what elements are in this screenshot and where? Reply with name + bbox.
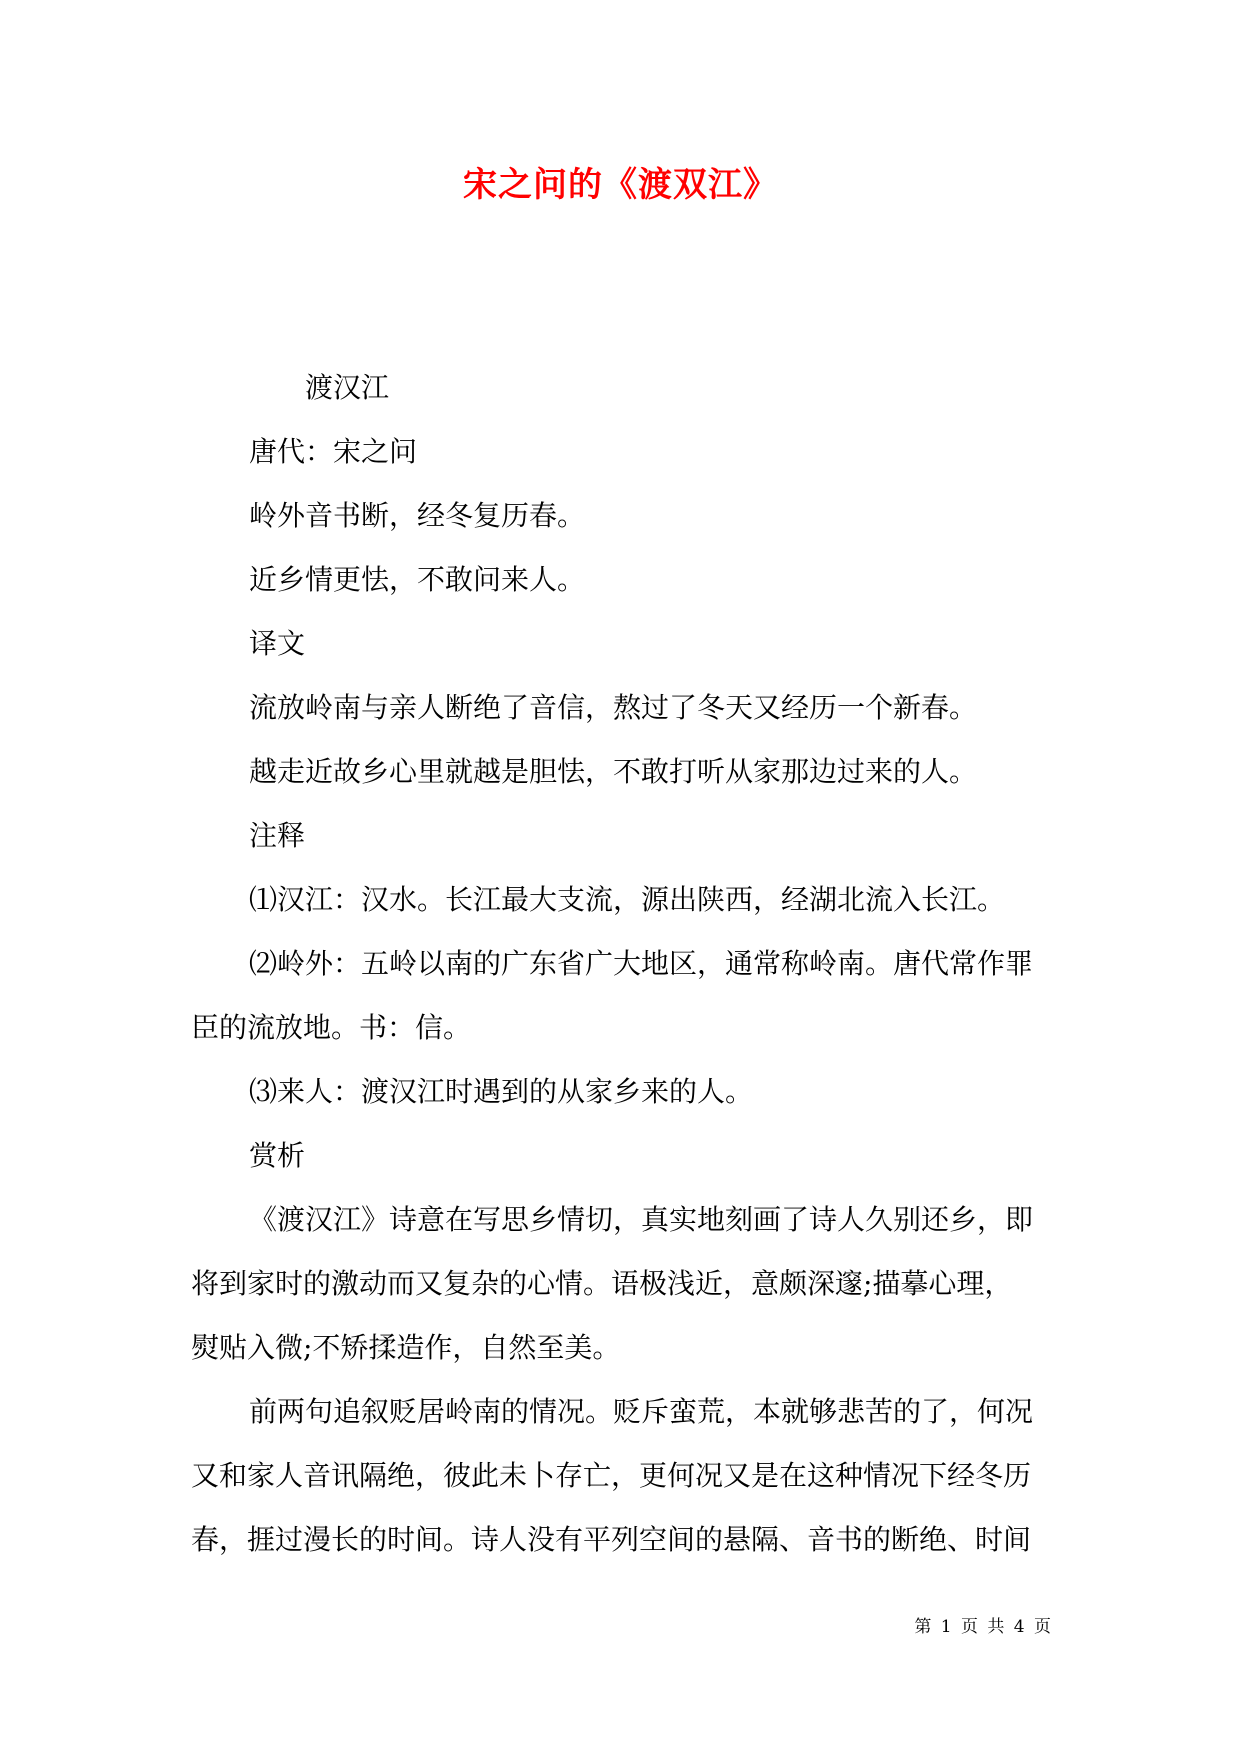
poem-title: 渡汉江 [305, 371, 390, 404]
note-line: ⑵岭外：五岭以南的广东省广大地区，通常称岭南。唐代常作罪 [249, 947, 1034, 980]
page-title: 宋之问的《渡双江》 [463, 165, 778, 205]
page-number: 第 1 页 共 4 页 [914, 1617, 1053, 1637]
note-line: 臣的流放地。书：信。 [191, 1011, 472, 1044]
paragraph-line: 越走近故乡心里就越是胆怯，不敢打听从家那边过来的人。 [249, 755, 978, 788]
paragraph-line: 流放岭南与亲人断绝了音信，熬过了冬天又经历一个新春。 [249, 691, 978, 724]
note-line: ⑴汉江：汉水。长江最大支流，源出陕西，经湖北流入长江。 [249, 883, 1006, 916]
paragraph-line: 将到家时的激动而又复杂的心情。语极浅近，意颇深邃;描摹心理， [191, 1267, 1013, 1300]
paragraph-line: 熨贴入微;不矫揉造作，自然至美。 [191, 1331, 621, 1364]
poem-author: 唐代：宋之问 [249, 435, 418, 468]
section-heading-translation: 译文 [249, 627, 306, 660]
poem-line: 岭外音书断，经冬复历春。 [249, 499, 586, 532]
note-line: ⑶来人：渡汉江时遇到的从家乡来的人。 [249, 1075, 754, 1108]
paragraph-line: 前两句追叙贬居岭南的情况。贬斥蛮荒，本就够悲苦的了，何况 [249, 1395, 1034, 1428]
section-heading-notes: 注释 [249, 819, 306, 852]
paragraph-line: 春，捱过漫长的时间。诗人没有平列空间的悬隔、音书的断绝、时间 [191, 1523, 1032, 1556]
paragraph-line: 又和家人音讯隔绝，彼此未卜存亡，更何况又是在这种情况下经冬历 [191, 1459, 1032, 1492]
paragraph-line: 《渡汉江》诗意在写思乡情切，真实地刻画了诗人久别还乡，即 [249, 1203, 1034, 1236]
poem-line: 近乡情更怯，不敢问来人。 [249, 563, 586, 596]
section-heading-appreciation: 赏析 [249, 1139, 306, 1172]
document-body [191, 356, 1059, 1572]
